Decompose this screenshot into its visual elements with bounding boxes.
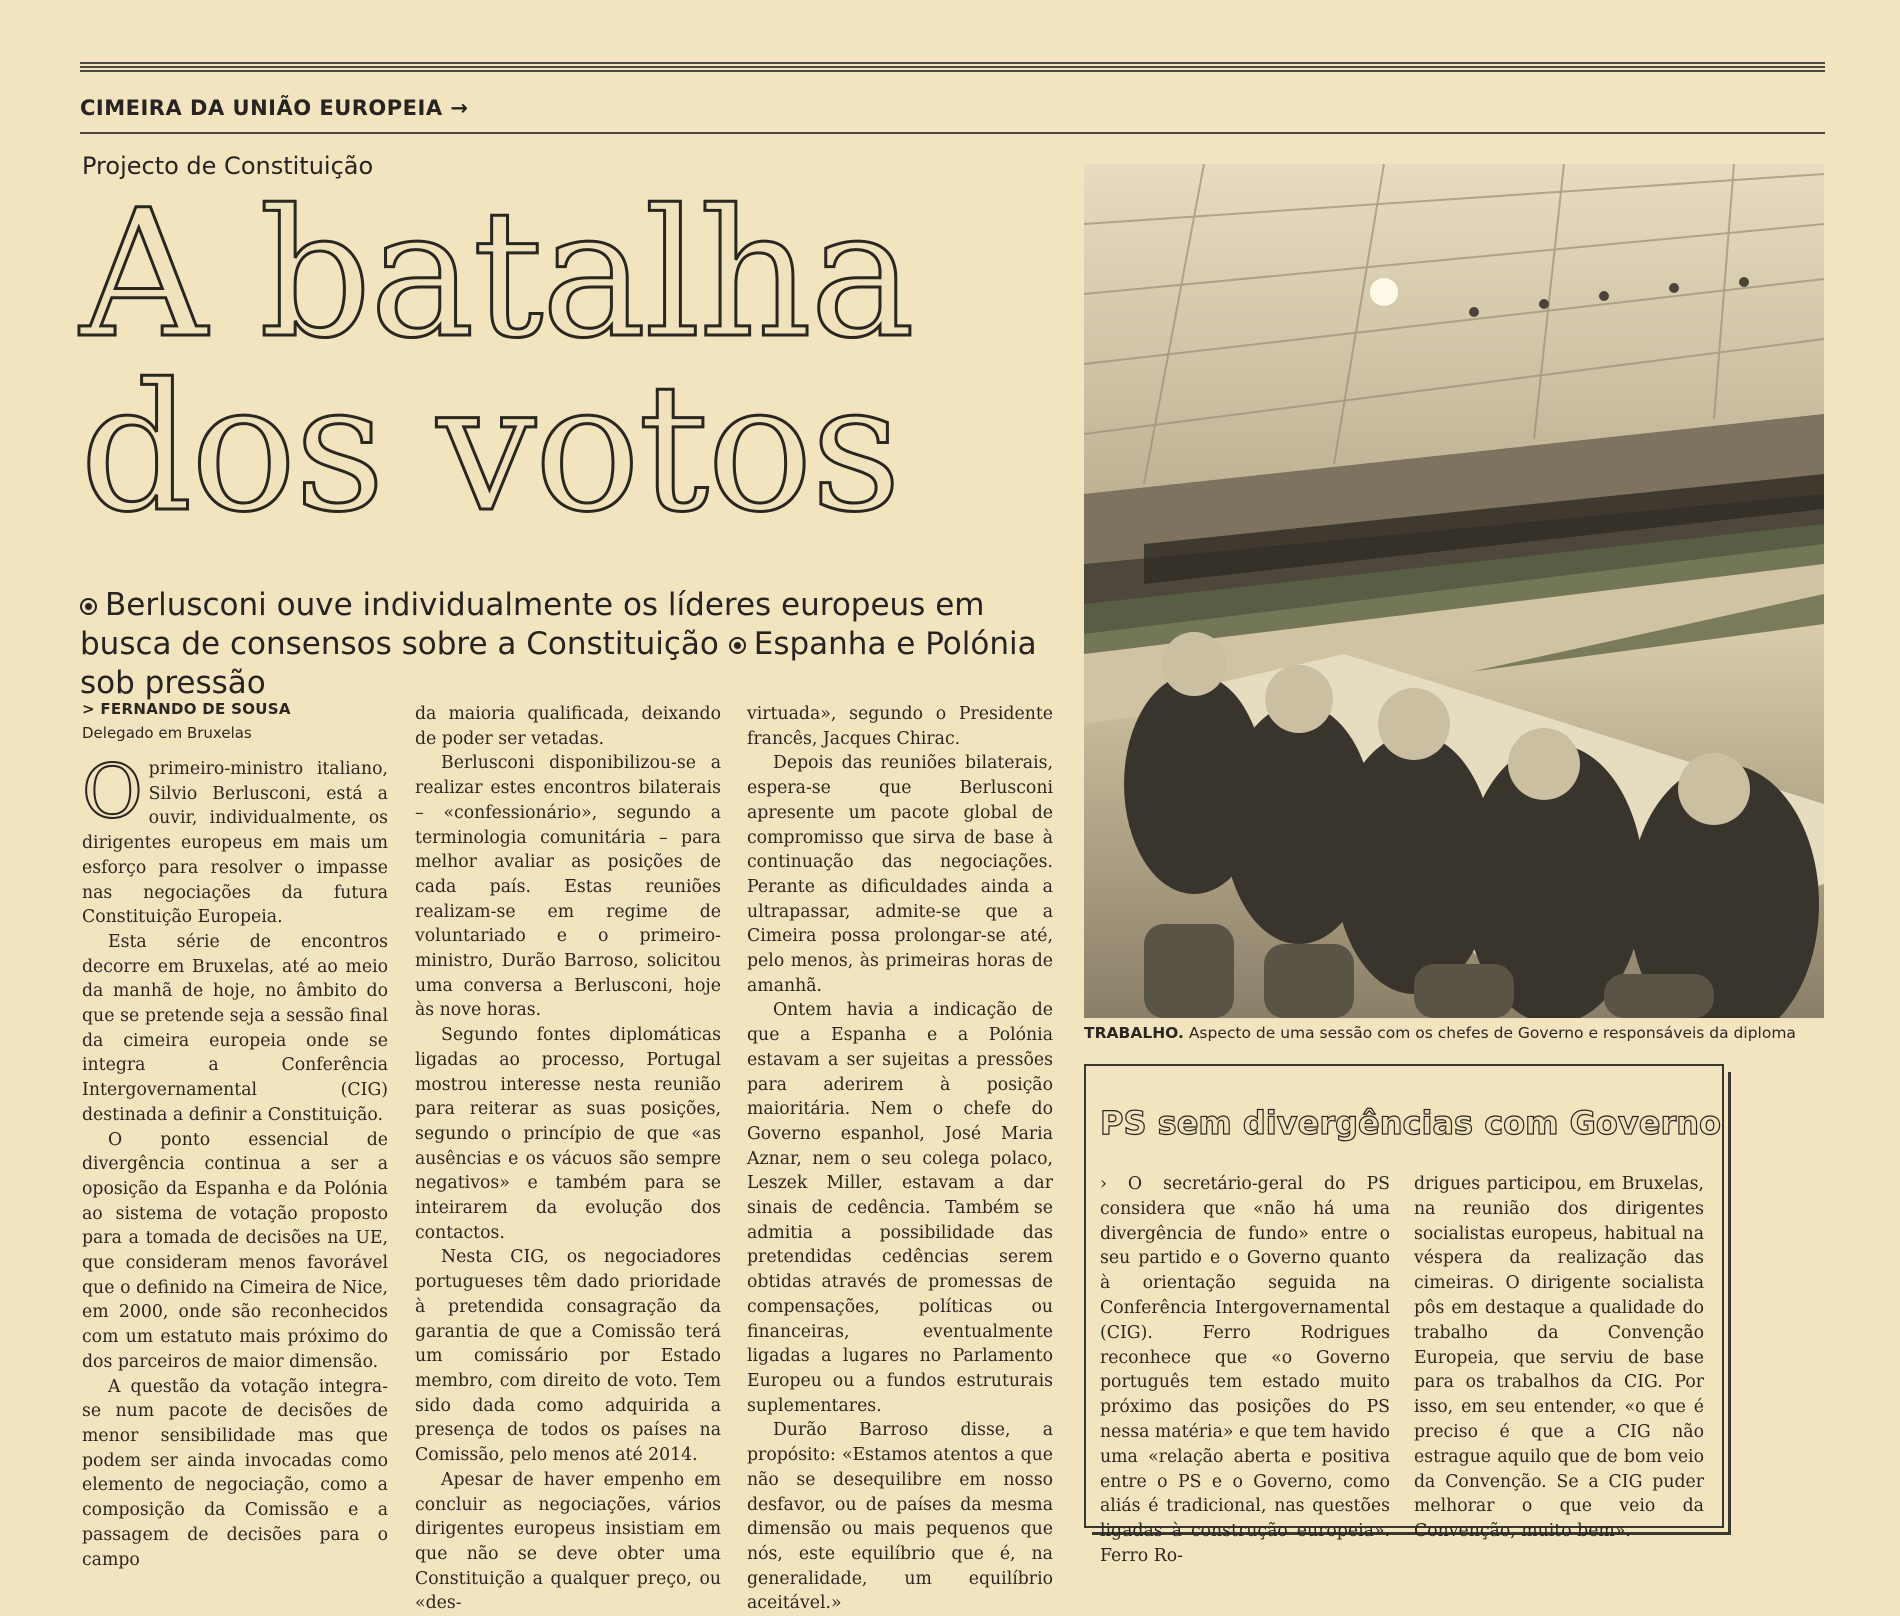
paragraph: virtuada», segundo o Presidente francês, Jacques Chirac. <box>747 704 1053 749</box>
conference-photo <box>1084 164 1824 1018</box>
paragraph: Depois das reuniões bilaterais, espera-se que Berlusconi apresente um pacote global de compromisso que sirva de base à continuação das negociações. Perante as dificuldades ainda a ultrapassar, admite-se que a Cimeira possa prolongar-se até, pelo menos, às primeiras horas de amanhã. <box>747 753 1053 996</box>
caption-text: Aspecto de uma sessão com os chefes de Governo e responsáveis da diploma <box>1188 1024 1796 1042</box>
paragraph: Esta série de encontros decorre em Bruxelas, até ao meio da manhã de hoje, no âmbito do que se pretende seja a sessão final da cimeira europeia onde se integra a Conferência Intergovernamental (CIG) destinada a definir a Constituição. <box>82 931 388 1125</box>
bullet-icon <box>80 598 97 615</box>
sidebar-column-1 <box>1100 1172 1390 1569</box>
headline-line-1: A batalha <box>80 172 913 377</box>
drop-cap: O <box>82 749 143 835</box>
byline <box>82 697 291 745</box>
paragraph: › O secretário-geral do PS considera que «não há uma divergência de fundo» entre o seu partido e o Governo quanto à orientação seguida na Conferência Intergovernamental (CIG). Ferro Rodrigues reconhece que «o Governo português tem estado muito próximo das posições do PS nessa matéria» e que tem havido uma «relação aberta e positiva entre o PS e o Governo, como aliás é tradicional, nas questões ligadas à construção europeia». Ferro Ro- <box>1100 1174 1390 1566</box>
sidebar-box <box>1084 1064 1724 1566</box>
top-rule <box>80 62 1825 74</box>
paragraph: Berlusconi disponibilizou-se a realizar estes encontros bilaterais – «confessionário», segundo a terminologia comunitária – para melhor avaliar as posições de cada país. Estas reuniões realizam-se em regime de voluntariado e o primeiro-ministro, Durão Barroso, solicitou uma conversa a Berlusconi, hoje às nove horas. <box>415 753 721 1021</box>
paragraph: primeiro-ministro italiano, Silvio Berlusconi, está a ouvir, individualmente, os dirigentes europeus em mais um esforço para resolver o impasse nas negociações da futura Constituição Europeia. <box>82 759 388 928</box>
headline-line-2: dos votos <box>80 346 900 551</box>
article-column-3 <box>747 702 1053 1616</box>
paragraph: da maioria qualificada, deixando de poder ser vetadas. <box>415 704 721 749</box>
paragraph: Segundo fontes diplomáticas ligadas ao processo, Portugal mostrou interesse nesta reunião para reiterar as suas posições, segundo o princípio de que «as ausências e os vácuos são sempre negativos» e também para se inteirarem da evolução dos contactos. <box>415 1025 721 1243</box>
section-label: CIMEIRA DA UNIÃO EUROPEIA → <box>80 96 469 120</box>
paragraph: Nesta CIG, os negociadores portugueses têm dado prioridade à pretendida consagração da garantia de que a Comissão terá um comissário por Estado membro, com direito de voto. Tem sido dada como adquirida a presença de todos os países na Comissão, pelo menos até 2014. <box>415 1247 721 1466</box>
subhead-part-2: Espanha e Polónia sob pressão <box>80 626 1037 701</box>
paragraph: Durão Barroso disse, a propósito: «Estamos atentos a que não se desequilibre em nosso desfavor, ou de países da mesma dimensão ou mais pequenos que nós, este equilíbrio que é, na generalidade, um equilíbrio aceitável.» <box>747 1420 1053 1614</box>
sidebar-column-2 <box>1414 1172 1704 1544</box>
article-column-2 <box>415 702 721 1616</box>
paragraph: A questão da votação integra-se num pacote de decisões de menor sensibilidade mas que podem ser ainda invocadas como elemento de negociação, como a composição da Comissão e a passagem de decisões para o campo <box>82 1376 388 1570</box>
subhead <box>80 586 1060 703</box>
paragraph: O ponto essencial de divergência continua a ser a oposição da Espanha e da Polónia ao sistema de votação proposto para a tomada de decisões na UE, que consideram menos favorável que o definido na Cimeira de Nice, em 2000, onde são reconhecidos com um estatuto mais próximo do dos parceiros de maior dimensão. <box>82 1129 388 1372</box>
kicker: Projecto de Constituição <box>82 152 374 180</box>
sidebar-title: PS sem divergências com Governo <box>1100 1104 1721 1142</box>
caption-label: TRABALHO. <box>1084 1024 1184 1042</box>
bullet-icon <box>729 637 746 654</box>
headline <box>80 172 1040 551</box>
paragraph: drigues participou, em Bruxelas, na reunião dos dirigentes socialistas europeus, habitual na véspera da realização das cimeiras. O dirigente socialista pôs em destaque a qualidade do trabalho da Convenção Europeia, que serviu de base para os trabalhos da CIG. Por isso, em seu entender, «o que é preciso é que a CIG não estrague aquilo que de bom veio da Convenção. Se a CIG puder melhorar o que veio da Convenção, muito bem». <box>1414 1174 1704 1542</box>
photo-caption <box>1084 1024 1829 1042</box>
article-column-1 <box>82 749 388 1572</box>
paragraph: Apesar de haver empenho em concluir as negociações, vários dirigentes europeus insistiam em que não se deve obter uma Constituição a qualquer preço, ou «des- <box>415 1469 721 1614</box>
section-rule <box>80 132 1825 134</box>
subhead-part-1: Berlusconi ouve individualmente os líderes europeus em busca de consensos sobre a Constituição <box>80 587 985 662</box>
byline-role: Delegado em Bruxelas <box>82 724 252 742</box>
byline-author: > FERNANDO DE SOUSA <box>82 700 291 718</box>
paragraph: Ontem havia a indicação de que a Espanha e a Polónia estavam a ser sujeitas a pressões para aderirem à posição maioritária. Nem o chefe do Governo espanhol, José Maria Aznar, nem o seu colega polaco, Leszek Miller, estavam a dar sinais de cedência. Também se admitia a possibilidade das pretendidas cedências serem obtidas através de promessas de compensações, políticas ou financeiras, eventualmente ligadas a lugares no Parlamento Europeu ou a fundos estruturais suplementares. <box>747 1000 1053 1416</box>
